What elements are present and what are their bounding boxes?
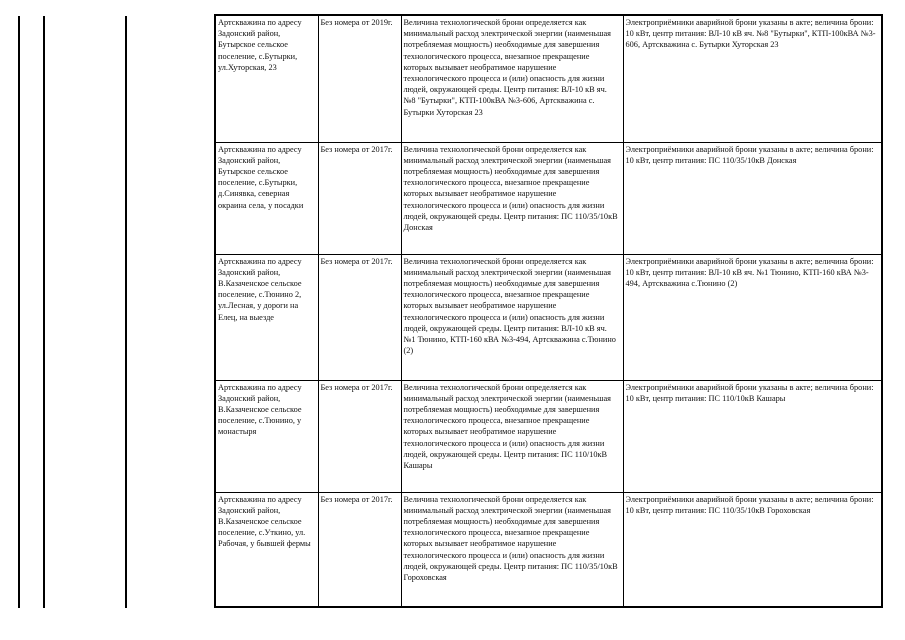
- emergency-reserve-table: [214, 14, 883, 608]
- table-row: [215, 254, 882, 380]
- note-cell: Электроприёмники аварийной брони указаны в акте; величина брони: 10 кВт, центр питания: ПС 110/35/10кВ Донская: [623, 142, 882, 254]
- left-column-rule-2: [43, 16, 45, 608]
- left-column-rule-3: [125, 16, 127, 608]
- note-cell: Электроприёмники аварийной брони указаны в акте; величина брони: 10 кВт, центр питания: ВЛ-10 кВ яч. №8 "Бутырки", КТП-100кВА №3-606, Артскважина с. Бутырки Хуторская 23: [623, 15, 882, 142]
- note-cell: Электроприёмники аварийной брони указаны в акте; величина брони: 10 кВт, центр питания: ПС 110/35/10кВ Гороховская: [623, 492, 882, 607]
- object-address-cell: Артскважина по адресу Задонский район, В.Казаченское сельское поселение, с.Тюнино, у монастыря: [215, 380, 318, 492]
- document-cell: Без номера от 2017г.: [318, 142, 401, 254]
- table-row: [215, 380, 882, 492]
- note-cell: Электроприёмники аварийной брони указаны в акте; величина брони: 10 кВт, центр питания: ПС 110/10кВ Кашары: [623, 380, 882, 492]
- table-row: [215, 142, 882, 254]
- table-row: [215, 15, 882, 142]
- object-address-cell: Артскважина по адресу Задонский район, Бутырское сельское поселение, с.Бутырки, д.Синявка, северная окраина села, у посадки: [215, 142, 318, 254]
- description-cell: Величина технологической брони определяется как минимальный расход электрической энергии (наименьшая потребляемая мощность) необходимые для завершения технологического процесса, внезапное прекращение которых вызывает необратимое нарушение технологического процесса и (или) опасность для жизни людей, окружающей среды. Центр питания: ПС 110/35/10кВ Донская: [401, 142, 623, 254]
- description-cell: Величина технологической брони определяется как минимальный расход электрической энергии (наименьшая потребляемая мощность) необходимые для завершения технологического процесса, внезапное прекращение которых вызывает необратимое нарушение технологического процесса и (или) опасность для жизни людей, окружающей среды. Центр питания: ПС 110/35/10кВ Гороховская: [401, 492, 623, 607]
- object-address-cell: Артскважина по адресу Задонский район, В.Казаченское сельское поселение, с.Тюнино 2, ул.Лесная, у дороги на Елец, на выезде: [215, 254, 318, 380]
- left-column-rule-1: [18, 16, 20, 608]
- description-cell: Величина технологической брони определяется как минимальный расход электрической энергии (наименьшая потребляемая мощность) необходимые для завершения технологического процесса, внезапное прекращение которых вызывает необратимое нарушение технологического процесса и (или) опасность для жизни людей, окружающей среды. Центр питания: ВЛ-10 кВ яч. №8 "Бутырки", КТП-100кВА №3-606, Артскважина с. Бутырки Хуторская 23: [401, 15, 623, 142]
- document-cell: Без номера от 2017г.: [318, 492, 401, 607]
- object-address-cell: Артскважина по адресу Задонский район, В.Казаченское сельское поселение, с.Уткино, ул. Рабочая, у бывшей фермы: [215, 492, 318, 607]
- document-cell: Без номера от 2019г.: [318, 15, 401, 142]
- note-cell: Электроприёмники аварийной брони указаны в акте; величина брони: 10 кВт, центр питания: ВЛ-10 кВ яч. №1 Тюнино, КТП-160 кВА №3-494, Артскважина с.Тюнино (2): [623, 254, 882, 380]
- document-cell: Без номера от 2017г.: [318, 380, 401, 492]
- document-cell: Без номера от 2017г.: [318, 254, 401, 380]
- table-row: [215, 492, 882, 607]
- object-address-cell: Артскважина по адресу Задонский район, Бутырское сельское поселение, с.Бутырки, ул.Хуторская, 23: [215, 15, 318, 142]
- description-cell: Величина технологической брони определяется как минимальный расход электрической энергии (наименьшая потребляемая мощность) необходимые для завершения технологического процесса, внезапное прекращение которых вызывает необратимое нарушение технологического процесса и (или) опасность для жизни людей, окружающей среды. Центр питания: ПС 110/10кВ Кашары: [401, 380, 623, 492]
- description-cell: Величина технологической брони определяется как минимальный расход электрической энергии (наименьшая потребляемая мощность) необходимые для завершения технологического процесса, внезапное прекращение которых вызывает необратимое нарушение технологического процесса и (или) опасность для жизни людей, окружающей среды. Центр питания: ВЛ-10 кВ яч. №1 Тюнино, КТП-160 кВА №3-494, Артскважина с.Тюнино (2): [401, 254, 623, 380]
